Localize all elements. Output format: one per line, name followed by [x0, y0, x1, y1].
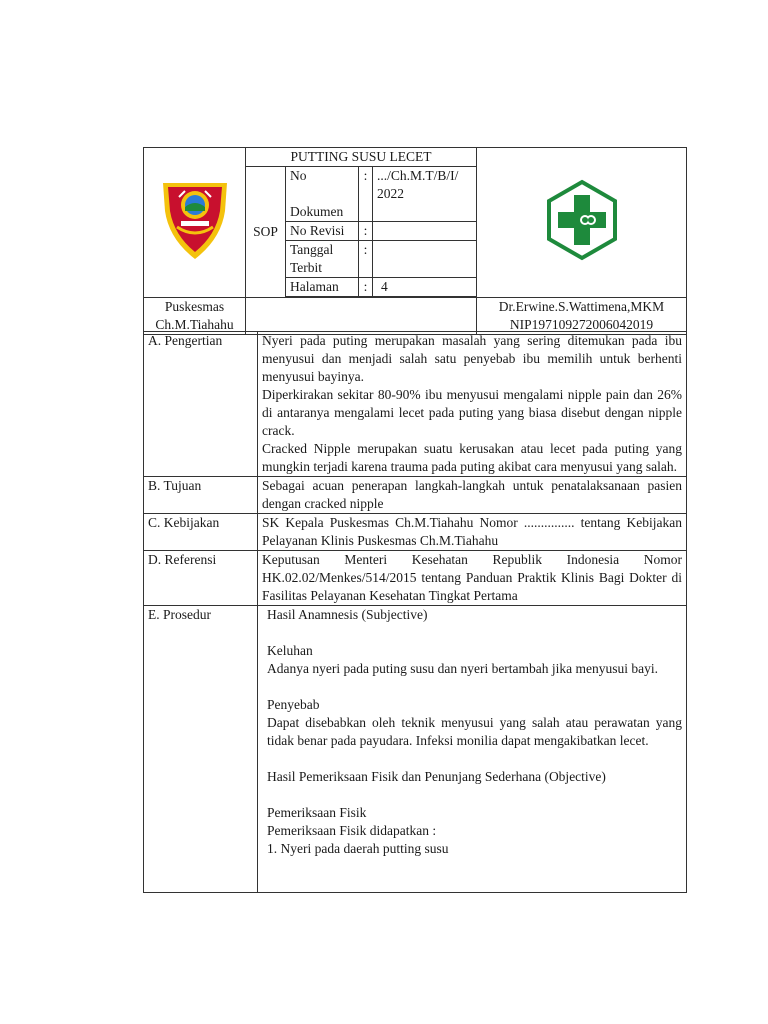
prosedur-line: Hasil Anamnesis (Subjective): [267, 607, 428, 622]
paragraph: Cracked Nipple merupakan suatu kerusakan atau lecet pada puting yang mungkin terjadi karena trauma pada puting akibat cara menyusui yang salah.: [262, 441, 682, 474]
blank-line: [267, 678, 682, 696]
section-label: D. Referensi: [144, 551, 258, 606]
field-colon: :: [359, 222, 373, 241]
field-colon: :: [359, 278, 373, 297]
signatory-block: [477, 298, 687, 335]
sop-header-table: [143, 147, 687, 335]
field-value-no-dokumen: .../Ch.M.T/B/I/ 2022: [373, 167, 477, 222]
regional-emblem-icon: [159, 177, 231, 263]
field-value-tanggal-terbit: [373, 241, 477, 278]
section-content: [258, 477, 687, 514]
paragraph: Sebagai acuan penerapan langkah-langkah untuk penatalaksanaan pasien dengan cracked nipple: [262, 478, 682, 511]
section-label: E. Prosedur: [144, 606, 258, 893]
field-value-no-revisi: [373, 222, 477, 241]
section-label: A. Pengertian: [144, 332, 258, 477]
prosedur-line: Dapat disebabkan oleh teknik menyusui yang salah atau perawatan yang tidak benar pada payudara. Infeksi monilia dapat mengakibatkan lecet.: [267, 715, 682, 748]
prosedur-line: 1. Nyeri pada daerah putting susu: [267, 841, 449, 856]
field-colon: :: [359, 167, 373, 222]
section-content: [258, 514, 687, 551]
prosedur-line: Hasil Pemeriksaan Fisik dan Penunjang Sederhana (Objective): [267, 769, 606, 784]
prosedur-line: Keluhan: [267, 643, 313, 658]
blank-line: [267, 750, 682, 768]
section-row-kebijakan: [144, 514, 687, 551]
field-label-no-dokumen: No Dokumen: [286, 167, 359, 222]
section-content: [258, 551, 687, 606]
paragraph: Keputusan Menteri Kesehatan Republik Indonesia Nomor HK.02.02/Menkes/514/2015 tentang Panduan Praktik Klinis Bagi Dokter di Fasilitas Pelayanan Kesehatan Tingkat Pertama: [262, 552, 682, 603]
paragraph: Diperkirakan sekitar 80-90% ibu menyusui mengalami nipple pain dan 26% di antaranya mengalami lecet pada puting yang biasa disebut dengan nipple crack.: [262, 387, 682, 438]
field-label-halaman: Halaman: [286, 278, 359, 297]
blank-line: [267, 786, 682, 804]
puskesmas-logo-icon: [546, 179, 618, 261]
prosedur-line: Pemeriksaan Fisik didapatkan :: [267, 823, 437, 838]
section-row-prosedur: [144, 606, 687, 893]
section-label: B. Tujuan: [144, 477, 258, 514]
regional-emblem-cell: [144, 148, 246, 298]
prosedur-line: Pemeriksaan Fisik: [267, 805, 367, 820]
field-label-tanggal-terbit: Tanggal Terbit: [286, 241, 359, 278]
paragraph: SK Kepala Puskesmas Ch.M.Tiahahu Nomor ............... tentang Kebijakan Pelayanan Klinis Puskesmas Ch.M.Tiahahu: [262, 515, 682, 548]
organization-name: Puskesmas Ch.M.Tiahahu: [144, 298, 246, 335]
paragraph: Nyeri pada puting merupakan masalah yang sering ditemukan pada ibu menyusui dan menjadi salah satu penyebab ibu memilih untuk berhenti menyusui bayinya.: [262, 333, 682, 384]
blank-line: [267, 624, 682, 642]
section-row-referensi: [144, 551, 687, 606]
prosedur-line: Adanya nyeri pada puting susu dan nyeri bertambah jika menyusui bayi.: [267, 661, 659, 676]
prosedur-line: Penyebab: [267, 697, 320, 712]
prosedur-content: [258, 606, 687, 893]
field-colon: :: [359, 241, 373, 278]
signatory-nip: NIP197109272006042019: [509, 317, 654, 332]
document-title: PUTTING SUSU LECET: [246, 148, 477, 167]
signatory-name: Dr.Erwine.S.Wattimena,MKM: [498, 299, 665, 314]
field-label-no-revisi: No Revisi: [286, 222, 359, 241]
field-value-halaman: 4: [373, 278, 477, 297]
puskesmas-logo-cell: [477, 148, 687, 298]
blank-cell: [246, 298, 477, 335]
section-row-pengertian: [144, 332, 687, 477]
sop-content-table: [143, 331, 687, 893]
section-content: [258, 332, 687, 477]
section-row-tujuan: [144, 477, 687, 514]
sop-label: SOP: [246, 167, 286, 298]
section-label: C. Kebijakan: [144, 514, 258, 551]
